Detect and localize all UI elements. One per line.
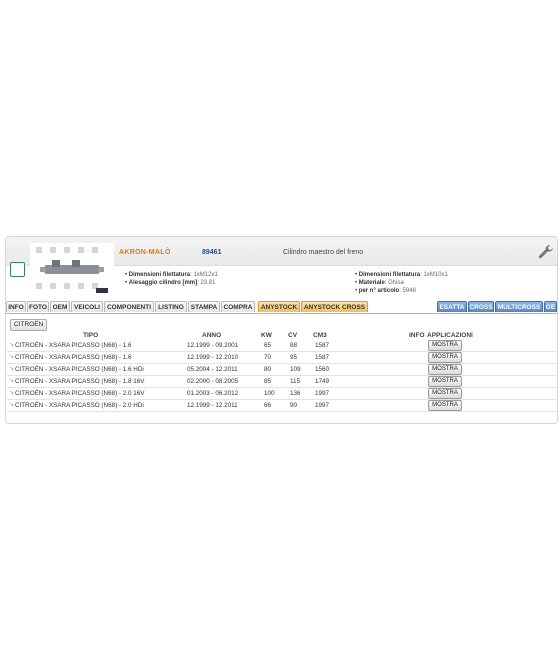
cell-cv: 136 [290, 390, 301, 397]
tab-cross[interactable]: CROSS [468, 301, 494, 312]
cell-cv: 109 [290, 366, 301, 373]
show-applications-button[interactable]: MOSTRA [428, 388, 462, 399]
tab-esatta[interactable]: ESATTA [437, 301, 467, 312]
row-expand-icon[interactable]: ↘ [9, 390, 15, 396]
cell-kw: 70 [264, 354, 272, 361]
cell-anno: 01.2003 - 06.2012 [187, 390, 239, 397]
spec-item: • Dimensioni filettatura: 1xM12x1 [125, 272, 218, 278]
column-header-cv: CV [288, 332, 298, 339]
table-row [7, 400, 556, 412]
tab-veicoli[interactable]: VEICOLI [71, 301, 103, 312]
make-filter-button[interactable]: CITROËN [10, 319, 47, 331]
tab-stampa[interactable]: STAMPA [188, 301, 220, 312]
cell-kw: 65 [264, 342, 272, 349]
specs-right [355, 271, 448, 295]
cell-kw: 100 [264, 390, 275, 397]
tab-anystock-cross[interactable]: ANYSTOCK CROSS [301, 301, 368, 312]
cell-kw: 66 [264, 402, 272, 409]
table-row [7, 388, 556, 400]
cell-cm3: 1587 [315, 342, 330, 349]
cell-cv: 88 [290, 342, 298, 349]
cell-anno: 12.1999 - 09.2001 [187, 342, 239, 349]
show-applications-button[interactable]: MOSTRA [428, 376, 462, 387]
cell-cv: 95 [290, 354, 298, 361]
cell-tipo: CITROËN - XSARA PICASSO (N68) - 2.0 HDi [15, 402, 144, 409]
cell-cv: 90 [290, 402, 298, 409]
row-expand-icon[interactable]: ↘ [9, 366, 15, 372]
cell-cm3: 1997 [315, 402, 330, 409]
show-applications-button[interactable]: MOSTRA [428, 364, 462, 375]
product-image[interactable] [30, 243, 114, 297]
spec-item: • Alesaggio cilindro [mm]: 23,81 [125, 280, 216, 286]
show-applications-button[interactable]: MOSTRA [428, 400, 462, 411]
tab-compra[interactable]: COMPRA [221, 301, 255, 312]
row-expand-icon[interactable]: ↘ [9, 402, 15, 408]
cell-kw: 85 [264, 378, 272, 385]
spec-item: • Materiale: Ghisa [355, 280, 404, 286]
wrench-icon[interactable] [537, 243, 555, 261]
table-row [7, 352, 556, 364]
product-description: Cilindro maestro del freno [283, 249, 364, 256]
tab-anystock[interactable]: ANYSTOCK [258, 301, 300, 312]
column-header-info: INFO [409, 332, 425, 339]
column-header-applicazioni: APPLICAZIONI [427, 332, 473, 339]
cell-tipo: CITROËN - XSARA PICASSO (N68) - 2.0 16V [15, 390, 145, 397]
tab-foto[interactable]: FOTO [27, 301, 49, 312]
specs-left [125, 271, 218, 287]
tab-info[interactable]: INFO [6, 301, 26, 312]
tab-componenti[interactable]: COMPONENTI [104, 301, 154, 312]
cell-anno: 12.1999 - 12.2010 [187, 354, 239, 361]
column-header-tipo: TIPO [83, 332, 99, 339]
column-header-cm3: CM3 [313, 332, 327, 339]
cell-cm3: 1997 [315, 390, 330, 397]
tab-oem[interactable]: OEM [50, 301, 70, 312]
cell-cm3: 1560 [315, 366, 330, 373]
cell-tipo: CITROËN - XSARA PICASSO (N68) - 1.8 16V [15, 378, 145, 385]
table-row [7, 364, 556, 376]
product-code[interactable]: 89461 [202, 249, 222, 256]
product-card [5, 236, 558, 424]
cell-anno: 12.1999 - 12.2011 [187, 402, 238, 409]
cell-tipo: CITROËN - XSARA PICASSO (N68) - 1.6 [15, 342, 132, 349]
row-expand-icon[interactable]: ↘ [9, 378, 15, 384]
table-row [7, 376, 556, 388]
cell-cm3: 1587 [315, 354, 330, 361]
cell-anno: 02.2000 - 08.2005 [187, 378, 239, 385]
column-header-kw: KW [261, 332, 272, 339]
column-header-anno: ANNO [202, 332, 222, 339]
tab-bar [6, 301, 557, 314]
cell-cv: 115 [290, 378, 301, 385]
row-expand-icon[interactable]: ↘ [9, 342, 15, 348]
cell-tipo: CITROËN - XSARA PICASSO (N68) - 1.6 HDi [15, 366, 144, 373]
tab-listino[interactable]: LISTINO [155, 301, 187, 312]
table-row [7, 340, 556, 352]
tab-oe[interactable]: OE [544, 301, 557, 312]
brand-name: AKRON-MALÒ [119, 249, 171, 256]
show-applications-button[interactable]: MOSTRA [428, 352, 462, 363]
show-applications-button[interactable]: MOSTRA [428, 340, 462, 351]
spec-item: • Dimensioni filettatura: 1xM10x1 [355, 272, 448, 278]
spec-item: • per n° articolo: 5948 [355, 288, 416, 294]
cell-cm3: 1749 [315, 378, 330, 385]
select-checkbox[interactable] [10, 262, 25, 277]
tab-multicross[interactable]: MULTICROSS [495, 301, 543, 312]
cell-anno: 05.2004 - 12.2011 [187, 366, 238, 373]
cell-kw: 80 [264, 366, 272, 373]
cell-tipo: CITROËN - XSARA PICASSO (N68) - 1.6 [15, 354, 132, 361]
row-expand-icon[interactable]: ↘ [9, 354, 15, 360]
